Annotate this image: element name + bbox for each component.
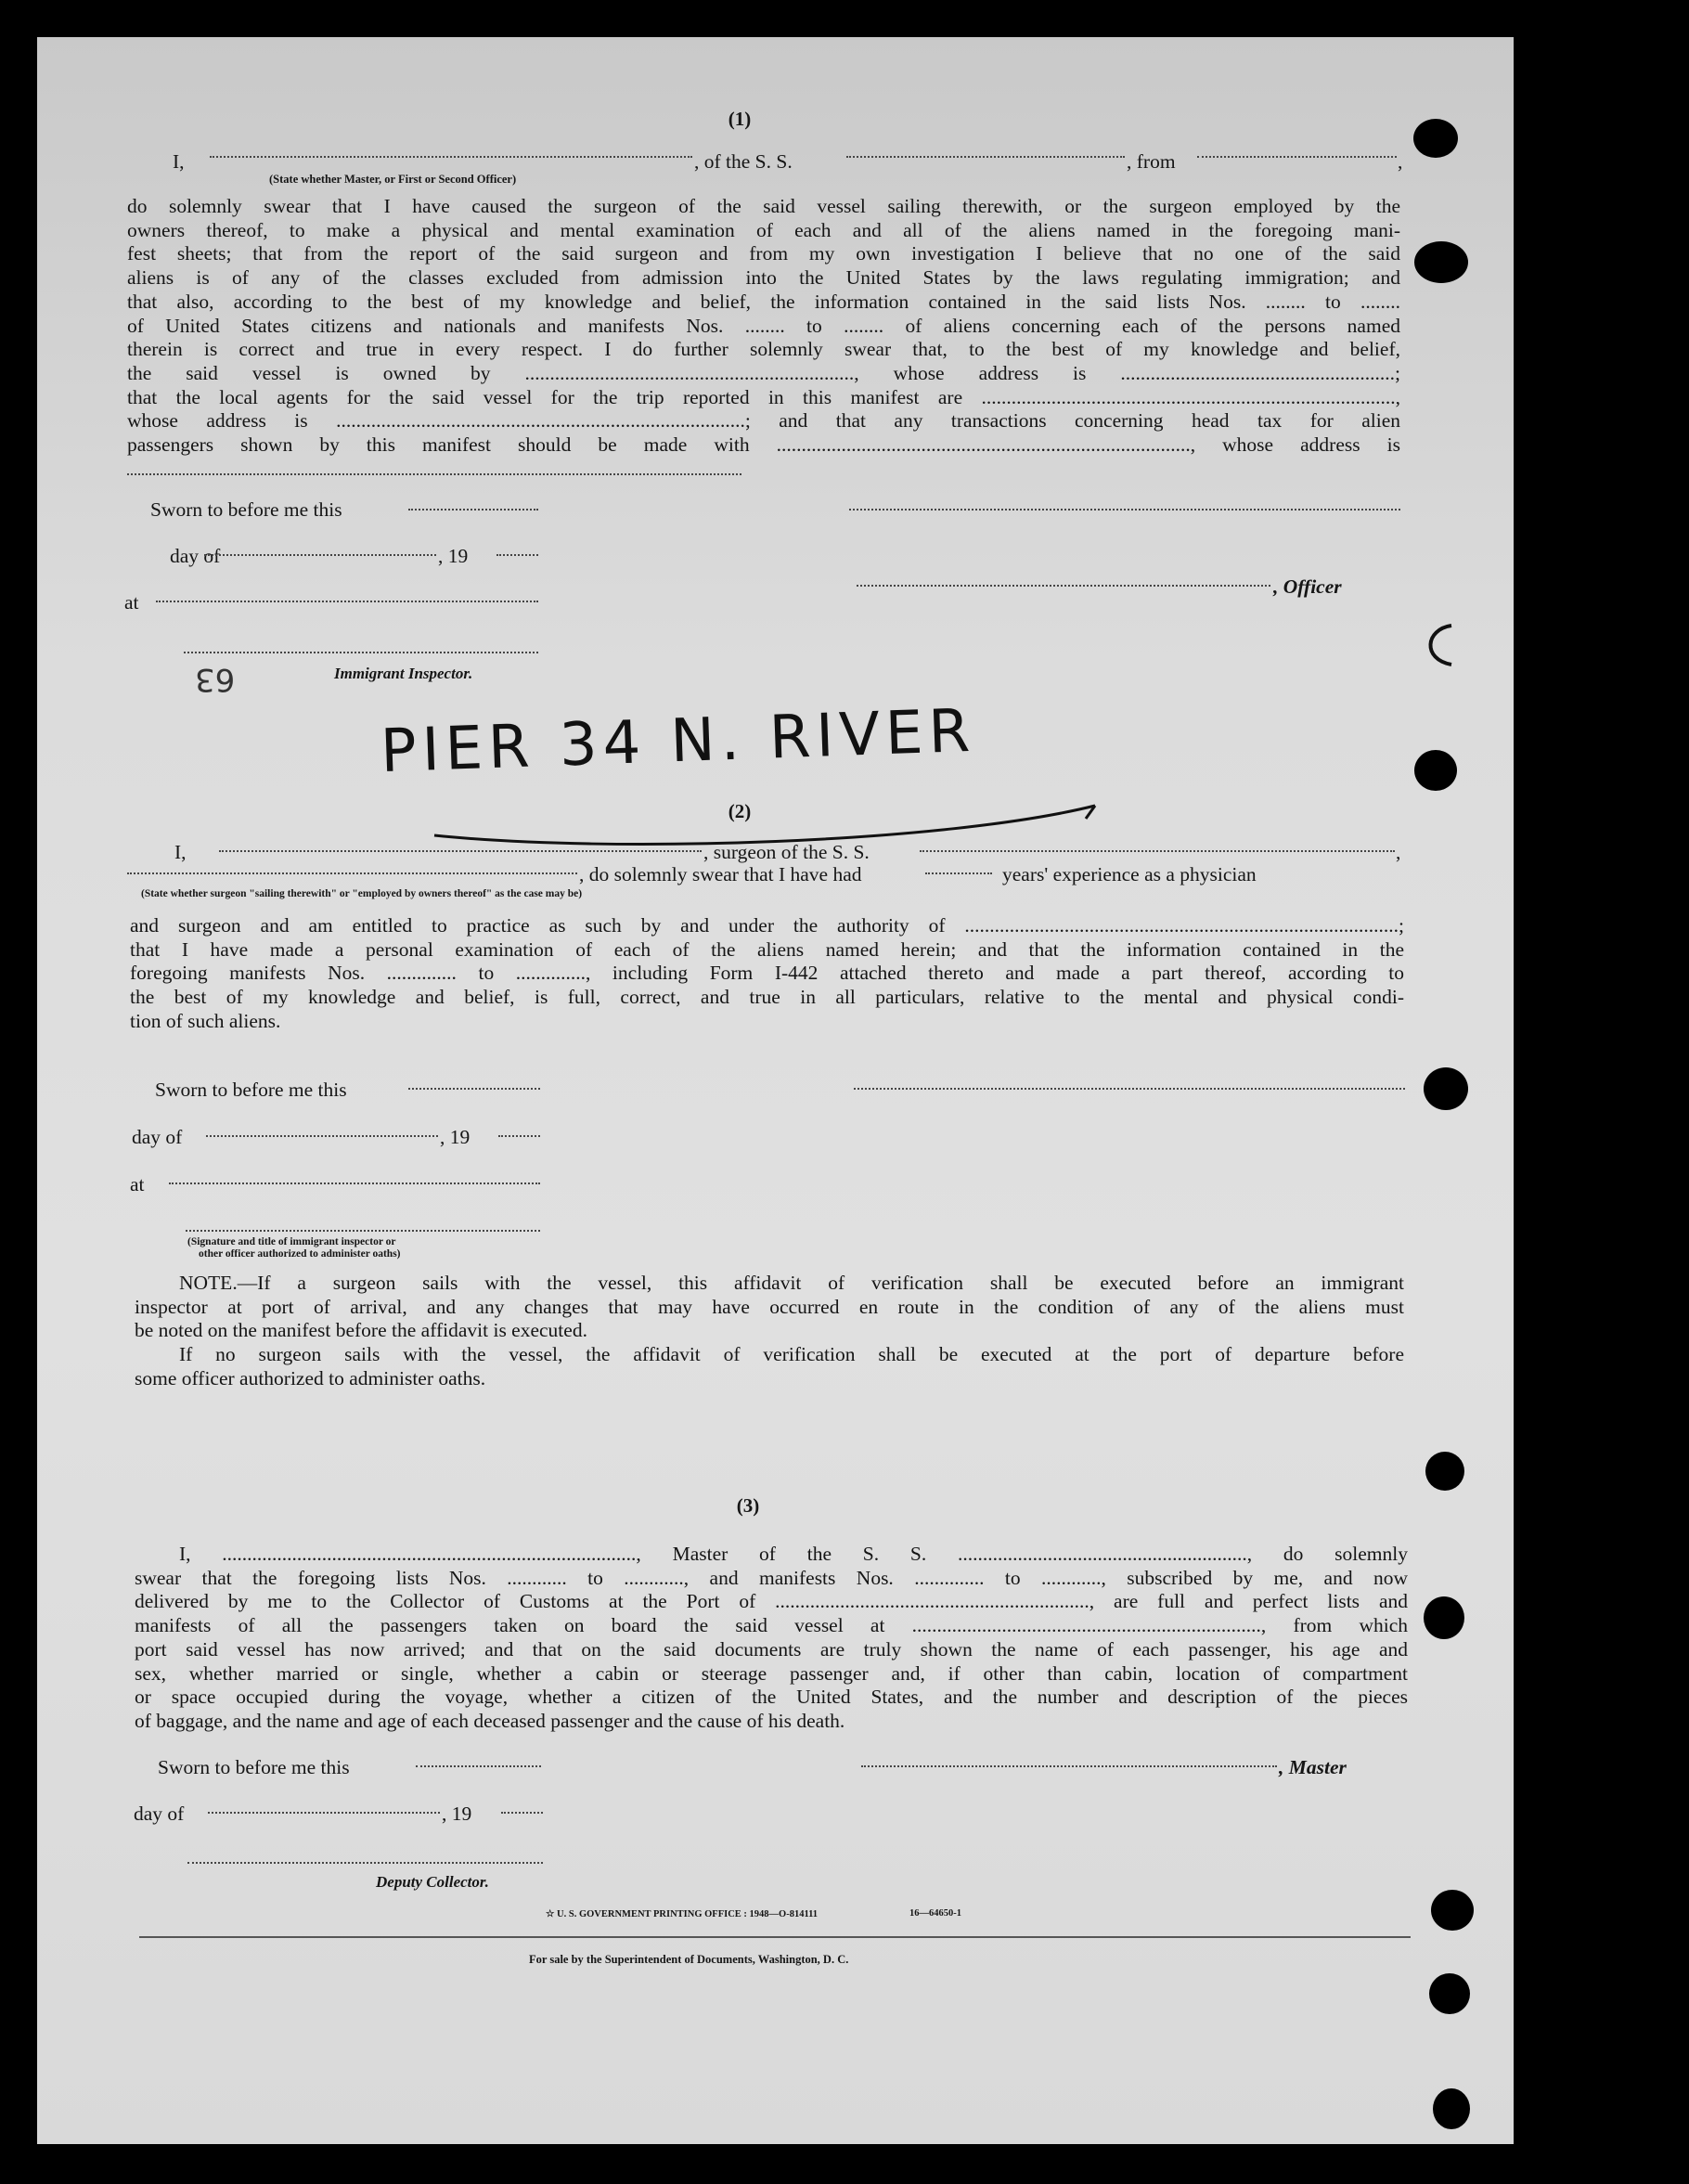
s2-years-field[interactable] — [925, 872, 992, 874]
s3-line: port said vessel has now arrived; and that on the said documents are truly shown the name of each passenger, his age and — [135, 1637, 1408, 1661]
s3-line: or space occupied during the voyage, whether a citizen of the United States, and the number and description of the pieces — [135, 1686, 1408, 1709]
s3-line: delivered by me to the Collector of Customs at the Port of ..............................................................., are full and perfect lists and — [135, 1590, 1408, 1613]
for-sale-line: For sale by the Superintendent of Documents, Washington, D. C. — [529, 1953, 849, 1966]
s1-line: that also, according to the best of my knowledge and belief, the information contained in the said lists Nos. ........ to ........ — [127, 290, 1400, 313]
note-line: inspector at port of arrival, and any changes that may have occurred en route in the condition of any of the aliens must — [135, 1295, 1404, 1318]
s1-caption-master: (State whether Master, or First or Second Officer) — [269, 173, 517, 186]
s3-day-of-label: day of — [134, 1803, 185, 1825]
s3-line: swear that the foregoing lists Nos. ............ to ............, and manifests Nos. .............. to ............, subscribed by me, and now — [135, 1566, 1408, 1589]
s1-intro-i: I, — [173, 150, 185, 173]
s1-line: that the local agents for the said vessel for the trip reported in this manifest are ..................................................................................., — [127, 385, 1400, 408]
s2-capacity-field[interactable] — [127, 872, 577, 874]
s3-year-field[interactable] — [501, 1812, 543, 1814]
note-line: If no surgeon sails with the vessel, the affidavit of verification shall be executed at the port of departure before — [179, 1343, 1404, 1366]
s1-at-label: at — [124, 591, 139, 614]
punch-hole — [1413, 119, 1458, 158]
s1-comma: , — [1398, 150, 1403, 173]
s2-note — [135, 1272, 1404, 1391]
document-page — [37, 37, 1514, 2144]
section-1-number: (1) — [728, 108, 752, 130]
handwritten-pier-note: PIER 34 N. RIVER — [379, 696, 977, 787]
s1-year-field[interactable] — [496, 554, 538, 556]
s2-signature-field[interactable] — [854, 1088, 1405, 1090]
s3-sworn-date-field[interactable] — [416, 1765, 541, 1767]
s2-swear-text: , do solemnly swear that I have had — [579, 863, 862, 885]
s1-inspector-label: Immigrant Inspector. — [334, 665, 473, 682]
s2-line: tion of such aliens. — [130, 1009, 281, 1032]
s1-from-field[interactable] — [1197, 156, 1397, 158]
s2-vessel-field[interactable] — [920, 850, 1395, 852]
note-line: be noted on the manifest before the affidavit is executed. — [135, 1319, 587, 1342]
s1-line: aliens is of any of the classes excluded from admission into the United States by the laws regulating immigration; and — [127, 266, 1400, 290]
punch-hole — [1429, 1973, 1470, 2014]
s2-caption-sig-line2: other officer authorized to administer oaths) — [199, 1248, 401, 1260]
s2-day-field[interactable] — [206, 1135, 438, 1137]
s1-officer-sign-field[interactable] — [857, 585, 1270, 587]
s2-caption-sig-line1: (Signature and title of immigrant inspector or — [187, 1236, 396, 1247]
s3-deputy-sign-field[interactable] — [187, 1862, 543, 1864]
section-2-number: (2) — [728, 800, 752, 822]
s3-line: manifests of all the passengers taken on board the said vessel at ......................................................................, from which — [135, 1614, 1408, 1637]
s1-line: do solemnly swear that I have caused the surgeon of the said vessel sailing therewith, or the surgeon employed by the — [127, 195, 1400, 217]
s2-inspector-sign-field[interactable] — [186, 1230, 540, 1232]
s2-intro-i: I, — [174, 841, 187, 863]
s2-day-of-label: day of — [132, 1126, 183, 1148]
s1-line: passengers shown by this manifest should be made with ..................................................................................., whose address is — [127, 433, 1400, 457]
s1-line: the said vessel is owned by .................................................................., whose address is .......................................................; — [127, 361, 1400, 384]
s2-line: foregoing manifests Nos. .............. to .............., including Form I-442 attached thereto and made a part thereof, according to — [130, 962, 1404, 985]
punch-hole — [1424, 1596, 1464, 1639]
punch-hole — [1414, 750, 1457, 791]
punch-hole — [1431, 1890, 1474, 1931]
s2-surgeon-field[interactable] — [219, 850, 702, 852]
punch-hole — [1414, 241, 1468, 283]
s1-signature-field[interactable] — [849, 509, 1400, 510]
s2-intro-surgeon: , surgeon of the S. S. — [703, 841, 870, 863]
s1-sworn-label: Sworn to before me this — [150, 498, 342, 521]
note-line: NOTE.—If a surgeon sails with the vessel, this affidavit of verification shall be executed before an immigrant — [179, 1272, 1404, 1294]
s1-at-field[interactable] — [156, 601, 538, 602]
s3-line: sex, whether married or single, whether a cabin or steerage passenger and, if other than cabin, location of compartment — [135, 1661, 1408, 1685]
partial-punch-hole — [1416, 620, 1463, 672]
s1-line: whose address is ..................................................................................; and that any transactions concerning head tax for alien — [127, 409, 1400, 433]
s2-line: the best of my knowledge and belief, is full, correct, and true in all particulars, relative to the mental and physical condi- — [130, 986, 1404, 1009]
s2-at-field[interactable] — [169, 1182, 540, 1184]
s1-intro-from: , from — [1127, 150, 1176, 173]
s1-line: of United States citizens and nationals and manifests Nos. ........ to ........ of aliens concerning each of the persons named — [127, 314, 1400, 337]
s2-caption-surgeon: (State whether surgeon "sailing therewith" or "employed by owners thereof" as the case may be) — [141, 888, 583, 899]
s1-sworn-date-field[interactable] — [408, 509, 538, 510]
punch-hole — [1424, 1067, 1468, 1110]
s2-comma: , — [1396, 841, 1401, 863]
section-3-number: (3) — [736, 1494, 760, 1517]
s2-line: that I have made a personal examination of each of the aliens named herein; and that the information contained in the — [130, 937, 1404, 961]
s3-master-sign-field[interactable] — [861, 1765, 1277, 1767]
s2-sworn-label: Sworn to before me this — [155, 1079, 347, 1101]
s3-line: of baggage, and the name and age of each deceased passenger and the cause of his death. — [135, 1709, 845, 1732]
s3-deputy-label: Deputy Collector. — [376, 1873, 489, 1891]
printing-office-line: ☆ U. S. GOVERNMENT PRINTING OFFICE : 1948—O-814111 — [546, 1909, 819, 1919]
s1-officer-field[interactable] — [210, 156, 692, 158]
s2-line: and surgeon and am entitled to practice as such by and under the authority of .......................................................................................; — [130, 914, 1404, 937]
s3-day-field[interactable] — [208, 1812, 440, 1814]
s2-year-field[interactable] — [498, 1135, 540, 1137]
s1-oath-text — [127, 195, 1400, 458]
s1-intro-of: , of the S. S. — [694, 150, 793, 173]
s3-line: I, ..................................................................................., Master of the S. S. .........................................................., do solemnly — [179, 1543, 1408, 1565]
s1-line: therein is correct and true in every respect. I do further solemnly swear that, to the best of my knowledge and belief, — [127, 338, 1400, 361]
punch-hole — [1425, 1452, 1464, 1491]
s1-line: fest sheets; that from the report of the said surgeon and from my own investigation I believe that no one of the said — [127, 242, 1400, 265]
s3-master-label: , Master — [1279, 1756, 1347, 1778]
s1-officer-label: , Officer — [1273, 575, 1342, 598]
s3-year-label: , 19 — [442, 1803, 472, 1825]
s1-address-field[interactable] — [127, 473, 741, 475]
s2-year-label: , 19 — [440, 1126, 471, 1148]
s1-vessel-field[interactable] — [846, 156, 1125, 158]
footer-rule — [139, 1936, 1411, 1938]
s3-sworn-label: Sworn to before me this — [158, 1756, 350, 1778]
punch-hole — [1433, 2088, 1470, 2129]
s1-line: owners thereof, to make a physical and mental examination of each and all of the aliens named in the foregoing mani- — [127, 218, 1400, 241]
s2-caption-signature — [187, 1236, 401, 1260]
form-code: 16—64650-1 — [909, 1908, 961, 1919]
handwritten-margin-number: 63 — [195, 661, 236, 698]
s1-inspector-sign-field[interactable] — [184, 652, 538, 653]
s1-year-label: , 19 — [438, 545, 469, 567]
s2-at-label: at — [130, 1173, 145, 1195]
s2-oath-text — [130, 914, 1404, 1034]
s1-day-field[interactable] — [204, 554, 436, 556]
note-line: some officer authorized to administer oaths. — [135, 1366, 486, 1389]
s3-oath-text — [135, 1543, 1408, 1734]
s2-years-text: years' experience as a physician — [1002, 863, 1257, 885]
s1-day-of-label: day of — [170, 545, 221, 567]
s2-sworn-date-field[interactable] — [408, 1088, 540, 1090]
